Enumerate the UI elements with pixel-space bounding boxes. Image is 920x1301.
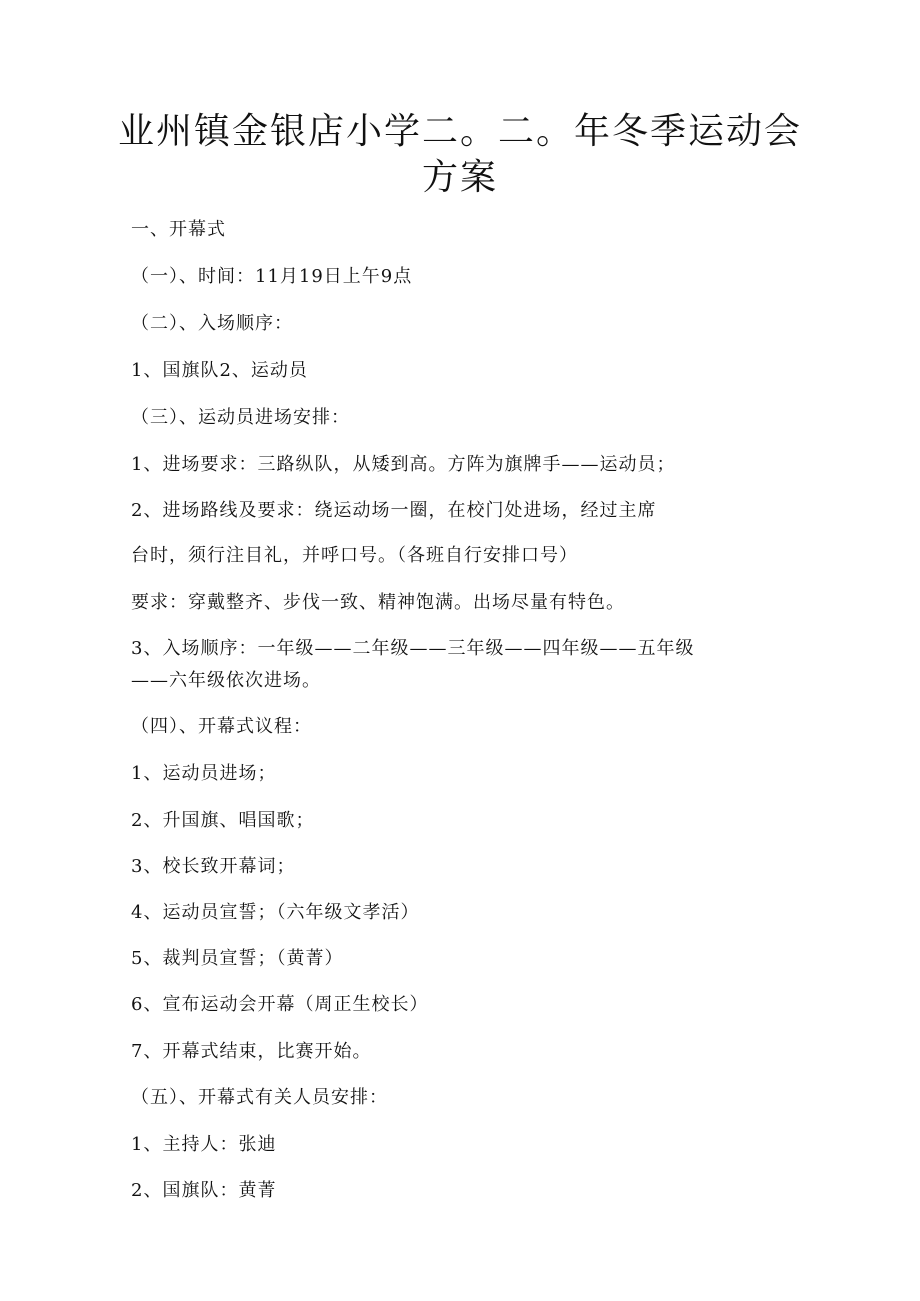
document-title-line2: 方案 bbox=[421, 157, 498, 198]
list-item: 5、裁判员宣誓；（黄菁） bbox=[131, 948, 344, 969]
list-item: 4、运动员宣誓；（六年级文孝活） bbox=[131, 902, 420, 923]
list-item: 7、开幕式结束，比赛开始。 bbox=[131, 1041, 372, 1062]
list-item: 1、运动员进场； bbox=[131, 763, 277, 784]
paragraph: 要求：穿戴整齐、步伐一致、精神饱满。出场尽量有特色。 bbox=[131, 592, 625, 613]
subsection-staff: （五）、开幕式有关人员安排： bbox=[131, 1087, 388, 1108]
document-title: 业州镇金银店小学二。二。年冬季运动会 bbox=[117, 111, 802, 152]
list-item: 6、宣布运动会开幕（周正生校长） bbox=[131, 994, 429, 1015]
subsection-agenda: （四）、开幕式议程： bbox=[131, 716, 312, 737]
section-heading-opening-ceremony: 一、开幕式 bbox=[131, 219, 226, 240]
paragraph-continuation: 台时，须行注目礼，并呼口号。（各班自行安排口号） bbox=[131, 545, 578, 566]
list-item: 3、入场顺序：一年级——二年级——三年级——四年级——五年级 bbox=[131, 638, 695, 659]
subsection-athlete-entry: （三）、运动员进场安排： bbox=[131, 407, 350, 428]
list-item: 2、国旗队：黄菁 bbox=[131, 1180, 277, 1201]
list-item: 2、进场路线及要求：绕运动场一圈，在校门处进场，经过主席 bbox=[131, 500, 657, 521]
list-item: 1、主持人：张迪 bbox=[131, 1134, 277, 1155]
list-item: 3、校长致开幕词； bbox=[131, 856, 296, 877]
subsection-entry-order: （二）、入场顺序： bbox=[131, 313, 293, 334]
subsection-time: （一）、时间：11月19日上午9点 bbox=[131, 266, 413, 287]
list-item: 1、进场要求：三路纵队，从矮到高。方阵为旗牌手——运动员； bbox=[131, 454, 676, 475]
list-item: 1、国旗队2、运动员 bbox=[131, 360, 308, 381]
paragraph-continuation: ——六年级依次进场。 bbox=[131, 670, 321, 691]
list-item: 2、升国旗、唱国歌； bbox=[131, 810, 315, 831]
